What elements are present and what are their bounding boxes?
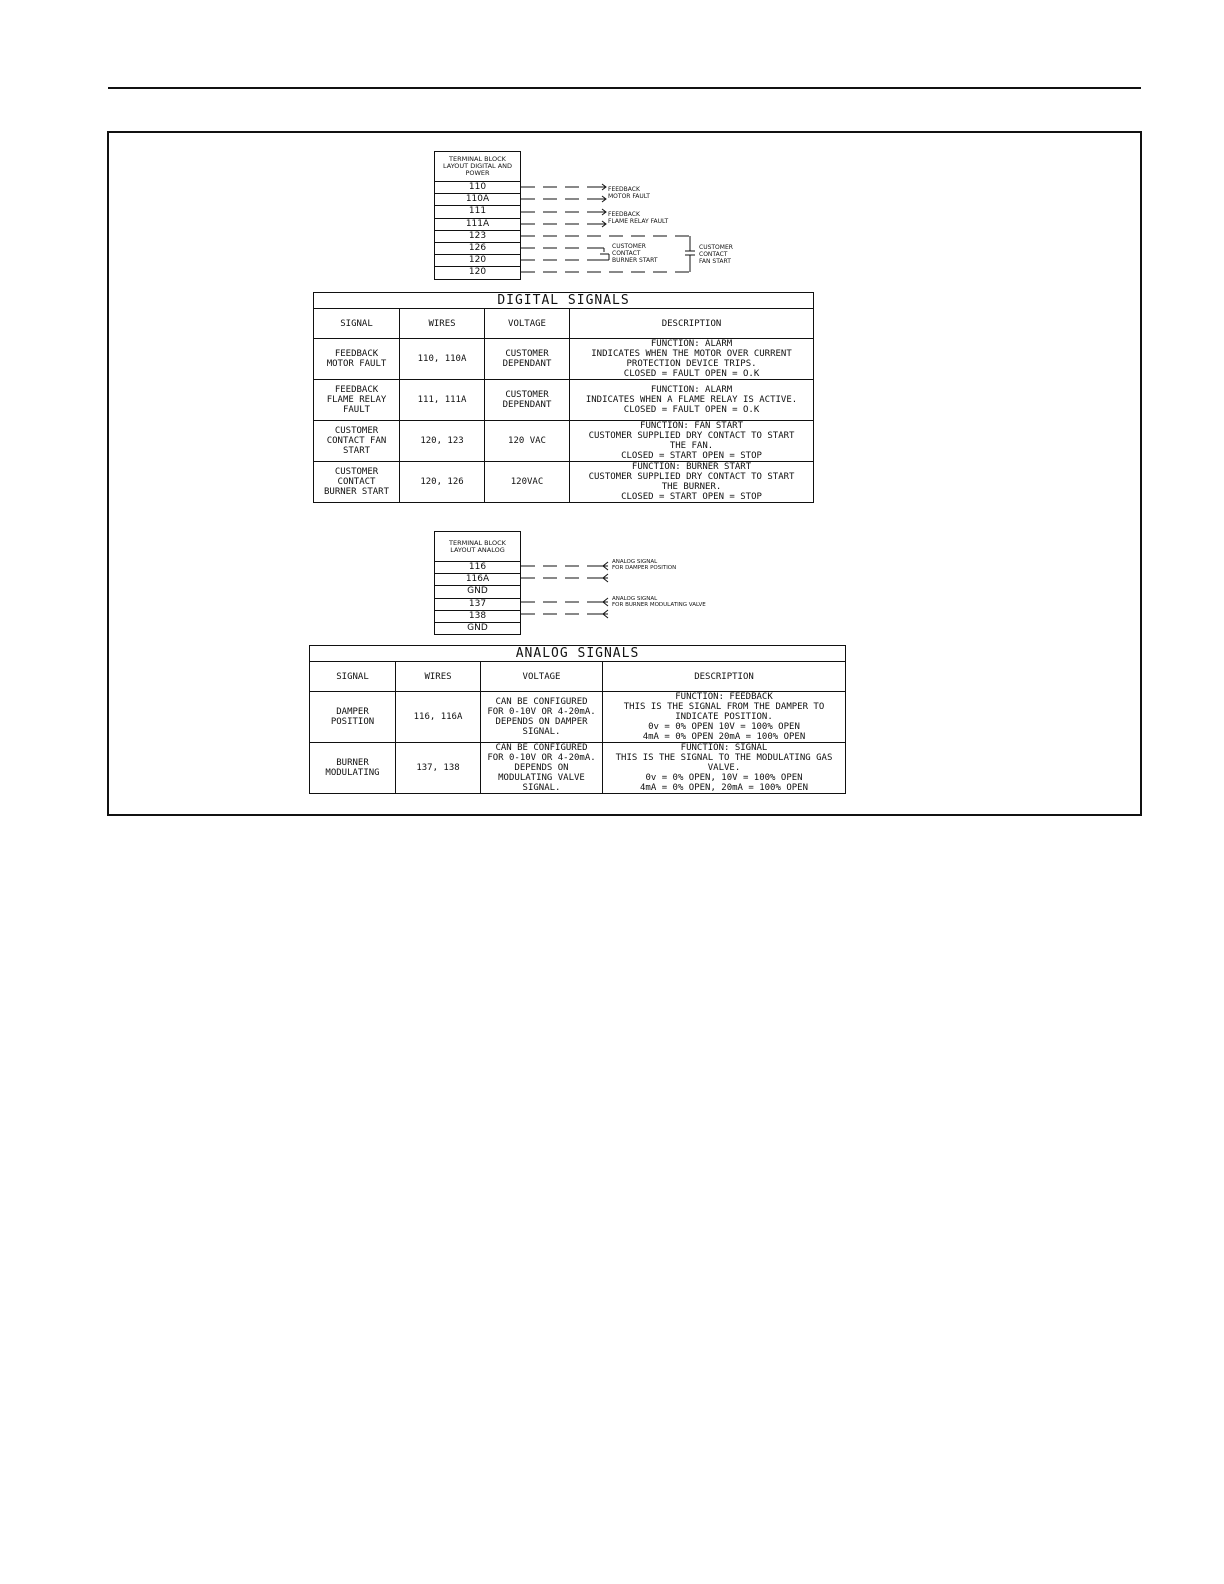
table-row <box>314 380 814 421</box>
voltage-cell: CAN BE CONFIGURED FOR 0-10V OR 4-20mA. DEPENDS ON MODULATING VALVE SIGNAL. <box>481 743 603 794</box>
terminal: 120 <box>435 255 521 267</box>
label-flame-fault-1: FEEDBACK <box>608 211 640 218</box>
table-title: ANALOG SIGNALS <box>310 646 846 662</box>
analog-terminal-block <box>434 531 521 635</box>
signal-cell: FEEDBACK FLAME RELAY FAULT <box>314 380 400 421</box>
label-motor-fault-2: MOTOR FAULT <box>608 193 650 200</box>
table-title: DIGITAL SIGNALS <box>314 293 814 309</box>
description-cell: FUNCTION: ALARM INDICATES WHEN THE MOTOR OVER CURRENT PROTECTION DEVICE TRIPS. CLOSED = FAULT OPEN = O.K <box>570 339 814 380</box>
voltage-cell: CUSTOMER DEPENDANT <box>485 380 570 421</box>
label-fan-start-1: CUSTOMER <box>699 244 733 251</box>
label-burner-start-2: CONTACT <box>612 250 641 257</box>
description-cell: FUNCTION: FEEDBACK THIS IS THE SIGNAL FROM THE DAMPER TO INDICATE POSITION. 0v = 0% OPEN 10V = 100% OPEN 4mA = 0% OPEN 20mA = 100% OPEN <box>603 692 846 743</box>
wires-cell: 120, 123 <box>400 421 485 462</box>
signal-cell: CUSTOMER CONTACT BURNER START <box>314 462 400 503</box>
terminal: 123 <box>435 230 521 242</box>
label-burner-start-1: CUSTOMER <box>612 243 646 250</box>
terminal: 120 <box>435 267 521 279</box>
column-header: DESCRIPTION <box>570 309 814 339</box>
terminal-block-header: TERMINAL BLOCK LAYOUT DIGITAL AND POWER <box>435 152 521 182</box>
terminal: 110 <box>435 182 521 194</box>
column-header: VOLTAGE <box>485 309 570 339</box>
wires-cell: 120, 126 <box>400 462 485 503</box>
column-header: DESCRIPTION <box>603 662 846 692</box>
column-header: SIGNAL <box>314 309 400 339</box>
label-damper-1: ANALOG SIGNAL <box>612 559 658 565</box>
label-fan-start-2: CONTACT <box>699 251 728 258</box>
label-damper-2: FOR DAMPER POSITION <box>612 565 677 571</box>
signal-cell: DAMPER POSITION <box>310 692 396 743</box>
label-motor-fault-1: FEEDBACK <box>608 186 640 193</box>
signal-cell: FEEDBACK MOTOR FAULT <box>314 339 400 380</box>
terminal: 111 <box>435 206 521 218</box>
signal-cell: BURNER MODULATING <box>310 743 396 794</box>
signal-cell: CUSTOMER CONTACT FAN START <box>314 421 400 462</box>
label-valve-2: FOR BURNER MODULATING VALVE <box>612 602 706 608</box>
label-flame-fault-2: FLAME RELAY FAULT <box>608 218 669 225</box>
description-cell: FUNCTION: ALARM INDICATES WHEN A FLAME RELAY IS ACTIVE. CLOSED = FAULT OPEN = O.K <box>570 380 814 421</box>
column-header: WIRES <box>400 309 485 339</box>
terminal: GND <box>435 586 521 598</box>
label-fan-start-3: FAN START <box>699 258 731 265</box>
terminal: 116 <box>435 562 521 574</box>
column-header: WIRES <box>396 662 481 692</box>
terminal: 111A <box>435 218 521 230</box>
voltage-cell: 120 VAC <box>485 421 570 462</box>
terminal: 116A <box>435 574 521 586</box>
terminal: 138 <box>435 610 521 622</box>
digital-signals-table <box>313 292 814 503</box>
table-row <box>310 743 846 794</box>
column-header: SIGNAL <box>310 662 396 692</box>
description-cell: FUNCTION: FAN START CUSTOMER SUPPLIED DRY CONTACT TO START THE FAN. CLOSED = START OPEN = STOP <box>570 421 814 462</box>
wires-cell: 137, 138 <box>396 743 481 794</box>
description-cell: FUNCTION: BURNER START CUSTOMER SUPPLIED DRY CONTACT TO START THE BURNER. CLOSED = START OPEN = STOP <box>570 462 814 503</box>
table-row <box>314 339 814 380</box>
table-row <box>310 692 846 743</box>
terminal: GND <box>435 622 521 634</box>
table-row <box>314 462 814 503</box>
wires-cell: 116, 116A <box>396 692 481 743</box>
wires-cell: 111, 111A <box>400 380 485 421</box>
voltage-cell: 120VAC <box>485 462 570 503</box>
description-cell: FUNCTION: SIGNAL THIS IS THE SIGNAL TO THE MODULATING GAS VALVE. 0v = 0% OPEN, 10V = 100% OPEN 4mA = 0% OPEN, 20mA = 100% OPEN <box>603 743 846 794</box>
voltage-cell: CUSTOMER DEPENDANT <box>485 339 570 380</box>
terminal: 110A <box>435 194 521 206</box>
terminal: 137 <box>435 598 521 610</box>
analog-signals-table <box>309 645 846 794</box>
table-row <box>314 421 814 462</box>
label-valve-1: ANALOG SIGNAL <box>612 596 658 602</box>
wires-cell: 110, 110A <box>400 339 485 380</box>
voltage-cell: CAN BE CONFIGURED FOR 0-10V OR 4-20mA. DEPENDS ON DAMPER SIGNAL. <box>481 692 603 743</box>
terminal-block-header: TERMINAL BLOCK LAYOUT ANALOG <box>435 532 521 562</box>
column-header: VOLTAGE <box>481 662 603 692</box>
terminal: 126 <box>435 242 521 254</box>
label-burner-start-3: BURNER START <box>612 257 658 264</box>
